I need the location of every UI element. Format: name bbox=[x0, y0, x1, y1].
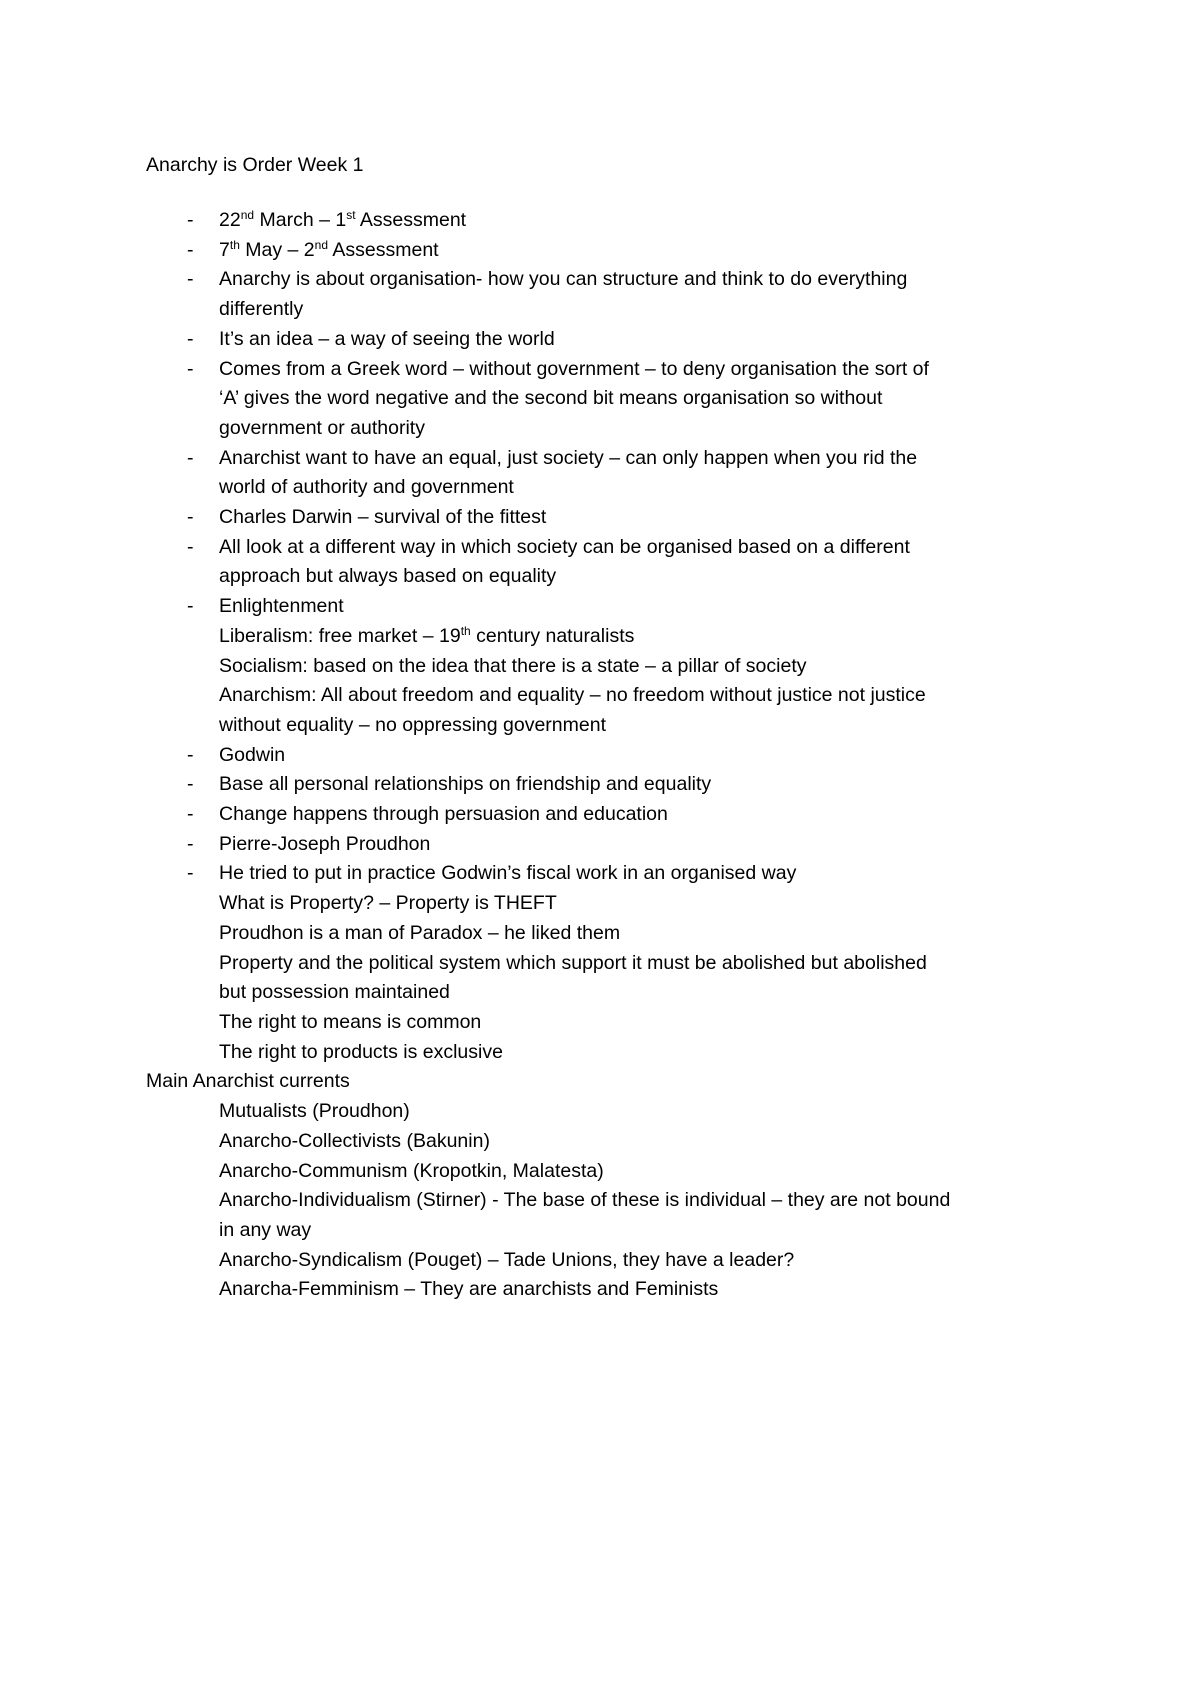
sub-line-socialism: Socialism: based on the idea that there is a state – a pillar of society bbox=[219, 654, 807, 677]
bullet-dash: - bbox=[187, 238, 194, 261]
bullet-dash: - bbox=[187, 535, 194, 558]
sub-line-liberalism: Liberalism: free market – 19th century naturalists bbox=[219, 623, 635, 647]
bullet-dash: - bbox=[187, 595, 194, 618]
list-item-equal-society: - Anarchist want to have an equal, just society – can only happen when you rid the bbox=[146, 444, 1146, 474]
bullet-dash: - bbox=[187, 327, 194, 350]
list-item-assessment-1: - 22nd March – 1st Assessment bbox=[146, 206, 1146, 236]
bullet-dash: - bbox=[187, 506, 194, 529]
sub-line-property: What is Property? – Property is THEFT bbox=[219, 892, 557, 915]
continuation-line: world of authority and government bbox=[219, 476, 514, 499]
list-item-darwin: - Charles Darwin – survival of the fittest bbox=[146, 503, 1146, 533]
continuation-line: government or authority bbox=[219, 416, 425, 439]
section-heading-currents: Main Anarchist currents bbox=[146, 1070, 350, 1093]
bullet-dash: - bbox=[187, 803, 194, 826]
bullet-dash: - bbox=[187, 268, 194, 291]
current-mutualists: Mutualists (Proudhon) bbox=[219, 1100, 410, 1123]
page-title: Anarchy is Order Week 1 bbox=[146, 154, 364, 176]
list-item-greek-word: - Comes from a Greek word – without government – to deny organisation the sort of bbox=[146, 355, 1146, 385]
list-item-practice: - He tried to put in practice Godwin’s fiscal work in an organised way bbox=[146, 859, 1146, 889]
continuation-line: differently bbox=[219, 298, 304, 321]
list-item-godwin: - Godwin bbox=[146, 741, 1146, 771]
list-item-change: - Change happens through persuasion and education bbox=[146, 800, 1146, 830]
sub-line-right-means: The right to means is common bbox=[219, 1010, 482, 1033]
current-feminism: Anarcha-Femminism – They are anarchists and Feminists bbox=[219, 1278, 719, 1301]
list-item-idea: - It’s an idea – a way of seeing the world bbox=[146, 325, 1146, 355]
notes-list bbox=[146, 206, 1146, 1305]
continuation-line: in any way bbox=[219, 1218, 312, 1241]
current-communism: Anarcho-Communism (Kropotkin, Malatesta) bbox=[219, 1159, 604, 1182]
list-item-friendship: - Base all personal relationships on friendship and equality bbox=[146, 770, 1146, 800]
current-collectivists: Anarcho-Collectivists (Bakunin) bbox=[219, 1129, 490, 1152]
list-item-assessment-2: - 7th May – 2nd Assessment bbox=[146, 236, 1146, 266]
sub-line-right-products: The right to products is exclusive bbox=[219, 1040, 503, 1063]
list-item-different-way: - All look at a different way in which society can be organised based on a different bbox=[146, 533, 1146, 563]
bullet-dash: - bbox=[187, 209, 194, 231]
bullet-dash: - bbox=[187, 357, 194, 380]
bullet-dash: - bbox=[187, 773, 194, 796]
continuation-line: without equality – no oppressing government bbox=[219, 713, 606, 736]
bullet-dash: - bbox=[187, 862, 194, 885]
list-item-organisation: - Anarchy is about organisation- how you can structure and think to do everything bbox=[146, 265, 1146, 295]
bullet-dash: - bbox=[187, 743, 194, 766]
sub-line-anarchism: Anarchism: All about freedom and equality – no freedom without justice not justice bbox=[219, 684, 926, 707]
continuation-line: ‘A’ gives the word negative and the second bit means organisation so without bbox=[219, 387, 883, 410]
current-syndicalism: Anarcho-Syndicalism (Pouget) – Tade Unions, they have a leader? bbox=[219, 1248, 795, 1271]
continuation-line: but possession maintained bbox=[219, 981, 450, 1004]
bullet-dash: - bbox=[187, 832, 194, 855]
bullet-dash: - bbox=[187, 446, 194, 469]
sub-line-abolished: Property and the political system which support it must be abolished but abolished bbox=[219, 951, 927, 974]
current-individualism: Anarcho-Individualism (Stirner) - The base of these is individual – they are not bound bbox=[219, 1189, 951, 1212]
list-item-enlightenment: - Enlightenment bbox=[146, 592, 1146, 622]
list-item-proudhon: - Pierre-Joseph Proudhon bbox=[146, 830, 1146, 860]
sub-line-paradox: Proudhon is a man of Paradox – he liked them bbox=[219, 921, 621, 944]
continuation-line: approach but always based on equality bbox=[219, 565, 557, 588]
